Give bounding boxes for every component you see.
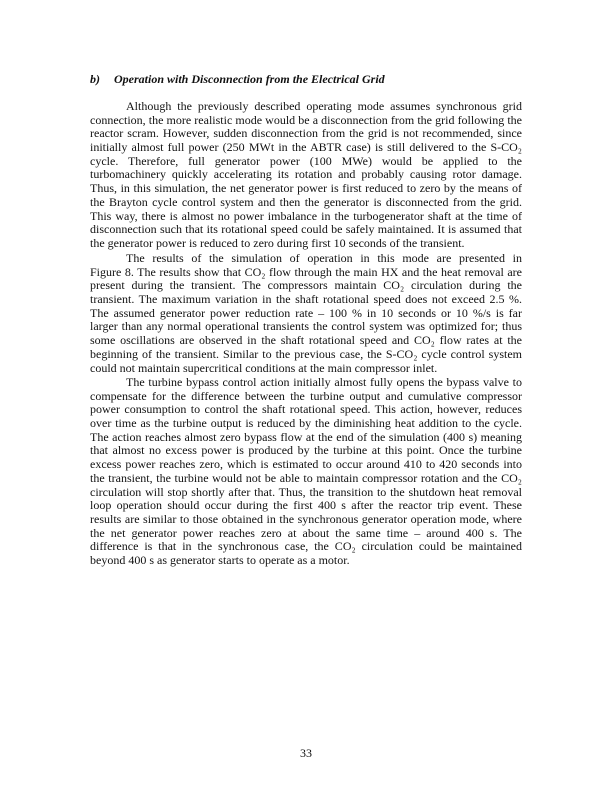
page-number: 33 (300, 746, 312, 760)
text-line: difference is that in the synchronous case, the CO₂ circulation could be maintained (90, 539, 522, 554)
paragraph-3 (90, 376, 522, 568)
text-line: beyond 400 s as generator starts to operate as a motor. (90, 552, 350, 567)
text-line: This way, there is almost no power imbalance in the turbogenerator shaft at the time of (90, 208, 522, 223)
text-line: results are similar to those obtained in the synchronous generator operation mode, where (90, 511, 522, 526)
text-line: could not maintain supercritical conditions at the main compressor inlet. (90, 360, 438, 375)
text-line: Thus, in this simulation, the net generator power is first reduced to zero by the means of (90, 181, 522, 196)
text-line: some oscillations are observed in the shaft rotational speed and CO₂ flow rates at the (90, 333, 522, 348)
text-line: The results of the simulation of operation in this mode are presented in (126, 251, 522, 265)
text-line: initially almost full power (250 MWt in the ABTR case) is still delivered to the S-CO₂ (90, 140, 522, 155)
text-line: beginning of the transient. Similar to the previous case, the S-CO₂ cycle control system (90, 346, 522, 361)
text-line: that almost no excess power is produced by the turbine at this point. Once the turbine (90, 443, 522, 458)
text-line: power consumption to control the shaft rotational speed. This action, however, reduces (90, 402, 522, 417)
paragraph-2 (90, 252, 522, 375)
section-heading (90, 72, 385, 87)
text-line: compensate for the difference between the turbine output and cumulative compressor (90, 388, 522, 403)
text-line: excess power reaches zero, which is estimated to occur around 410 to 420 seconds into (90, 457, 522, 472)
text-line: Although the previously described operating mode assumes synchronous grid (126, 99, 522, 113)
text-line: connection, the more realistic mode would be a disconnection from the grid following the (90, 112, 522, 127)
section-number: b) (90, 72, 100, 86)
text-line: over time as the turbine output is reduced by the diminishing heat addition to the cycle. (90, 416, 522, 431)
text-line: cycle. Therefore, full generator power (100 MWe) would be applied to the (90, 153, 522, 168)
text-line: loop operation should occur during the first 400 s after the reactor trip event. These (90, 498, 522, 513)
text-line: larger than any normal operational transients the control system was optimized for; thus (90, 319, 522, 334)
text-line: Figure 8. The results show that CO₂ flow through the main HX and the heat removal are (90, 264, 522, 279)
text-line: circulation will stop shortly after that. Thus, the transition to the shutdown heat removal (90, 484, 522, 499)
text-line: The assumed generator power reduction rate – 100 % in 10 seconds or 10 %/s is far (90, 305, 522, 320)
text-line: transient. The maximum variation in the shaft rotational speed does not exceed 2.5 %. (90, 292, 522, 307)
section-title: Operation with Disconnection from the Electrical Grid (114, 72, 385, 86)
text-line: The turbine bypass control action initially almost fully opens the bypass valve to (126, 375, 522, 389)
text-line: reactor scram. However, sudden disconnection from the grid is not recommended, since (90, 126, 522, 141)
text-line: the Brayton cycle control system and then the generator is disconnected from the grid. (90, 194, 522, 209)
text-line: The action reaches almost zero bypass flow at the end of the simulation (400 s) meaning (90, 429, 522, 444)
text-line: the net generator power reaches zero at about the same time – around 400 s. The (90, 525, 522, 540)
text-line: the generator power is reduced to zero during first 10 seconds of the transient. (90, 235, 465, 250)
text-line: present during the transient. The compressors maintain CO₂ circulation during the (90, 278, 522, 293)
text-line: the transient, the turbine would not be able to maintain compressor rotation and the CO₂ (90, 470, 522, 485)
paragraph-1 (90, 100, 522, 251)
text-line: disconnection such that its rotational speed could be safely maintained. It is assumed that (90, 222, 522, 237)
text-line: turbomachinery quickly accelerating its rotation and probably causing rotor damage. (90, 167, 522, 182)
